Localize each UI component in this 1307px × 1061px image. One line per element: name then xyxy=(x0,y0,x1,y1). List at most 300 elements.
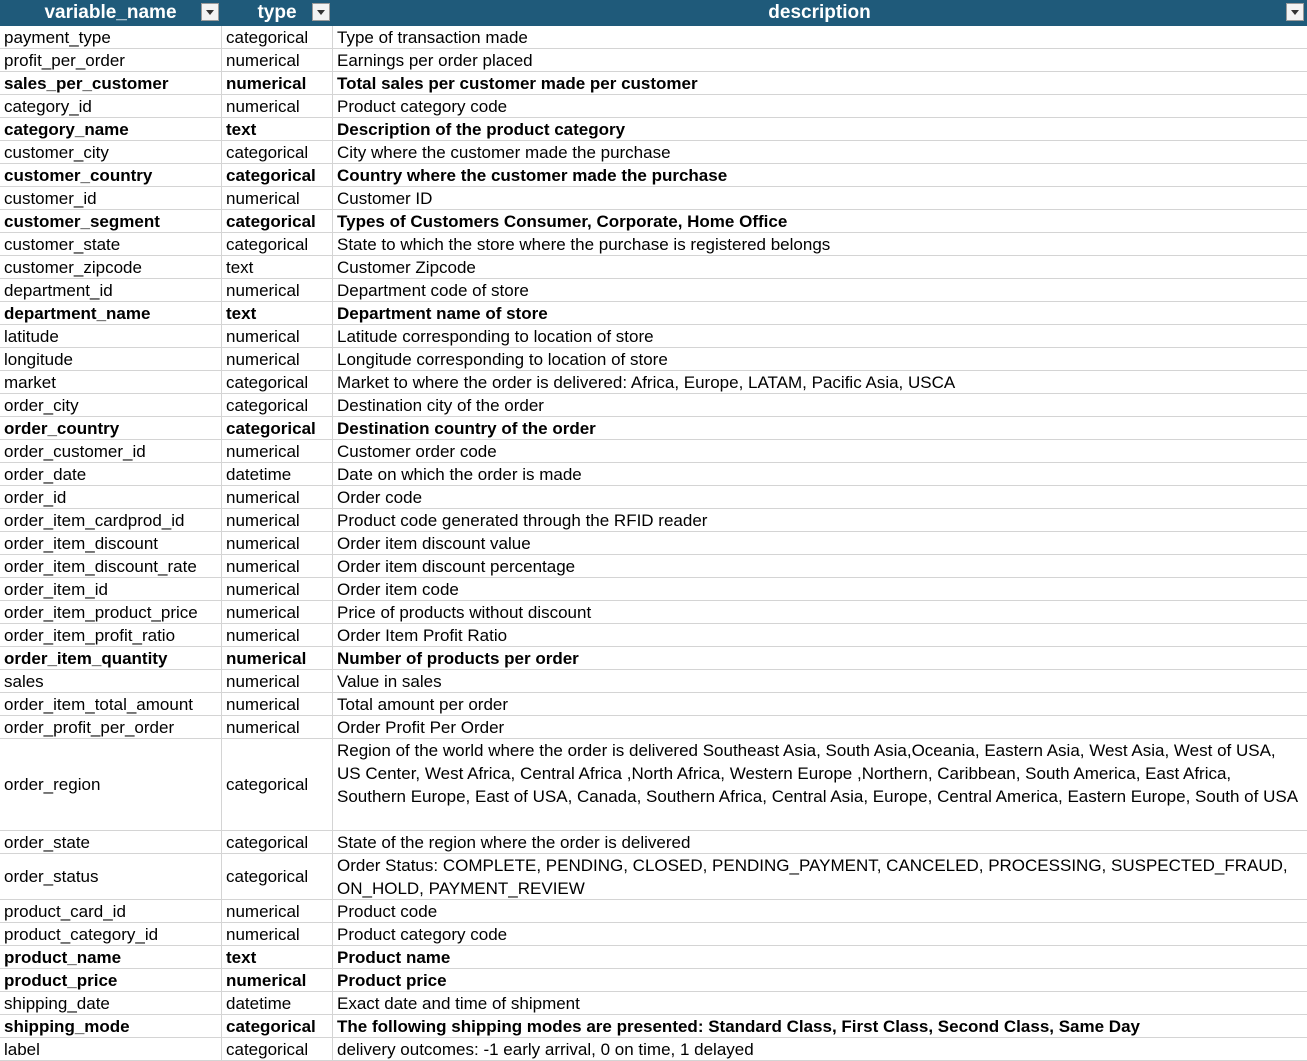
cell-description-text: Total sales per customer made per customer xyxy=(337,73,698,93)
cell-description[interactable] xyxy=(333,739,1307,830)
cell-type-text: numerical xyxy=(226,556,300,576)
cell-variable-name-text: product_price xyxy=(4,970,118,990)
cell-variable-name[interactable] xyxy=(0,670,222,692)
cell-description[interactable] xyxy=(333,325,1307,347)
cell-type[interactable] xyxy=(222,946,333,968)
cell-type-text: numerical xyxy=(226,901,300,921)
table-row xyxy=(0,992,1307,1015)
cell-type-text: categorical xyxy=(226,867,309,886)
cell-variable-name-text: order_status xyxy=(4,867,99,886)
cell-variable-name-text: order_item_profit_ratio xyxy=(4,625,176,645)
cell-description-text: Types of Customers Consumer, Corporate, Home Office xyxy=(337,211,788,231)
cell-variable-name[interactable] xyxy=(0,394,222,416)
cell-description-text: City where the customer made the purchase xyxy=(337,142,671,162)
cell-variable-name-text: order_state xyxy=(4,832,90,852)
cell-variable-name-text: order_country xyxy=(4,418,120,438)
cell-variable-name-text: customer_country xyxy=(4,165,153,185)
table-row xyxy=(0,647,1307,670)
cell-description-text: Date on which the order is made xyxy=(337,464,582,484)
cell-description[interactable] xyxy=(333,394,1307,416)
cell-description-text: Customer Zipcode xyxy=(337,257,476,277)
cell-type[interactable] xyxy=(222,693,333,715)
cell-description[interactable] xyxy=(333,371,1307,393)
table-row xyxy=(0,578,1307,601)
cell-description[interactable] xyxy=(333,670,1307,692)
chevron-down-icon xyxy=(1291,10,1299,15)
cell-type-text: categorical xyxy=(226,1016,316,1036)
cell-variable-name-text: profit_per_order xyxy=(4,50,125,70)
table-row xyxy=(0,256,1307,279)
cell-variable-name-text: category_id xyxy=(4,96,92,116)
cell-type-text: categorical xyxy=(226,27,309,47)
cell-variable-name[interactable] xyxy=(0,26,222,48)
cell-variable-name-text: category_name xyxy=(4,119,129,139)
cell-type[interactable] xyxy=(222,532,333,554)
cell-type[interactable] xyxy=(222,256,333,278)
cell-type-text: datetime xyxy=(226,993,292,1013)
table-row xyxy=(0,923,1307,946)
cell-type-text: categorical xyxy=(226,234,309,254)
cell-description[interactable] xyxy=(333,992,1307,1014)
cell-type[interactable] xyxy=(222,72,333,94)
table-row xyxy=(0,532,1307,555)
cell-variable-name-text: order_date xyxy=(4,464,87,484)
table-row xyxy=(0,900,1307,923)
cell-variable-name-text: order_item_quantity xyxy=(4,648,168,668)
cell-description[interactable] xyxy=(333,233,1307,255)
cell-variable-name[interactable] xyxy=(0,969,222,991)
cell-type-text: numerical xyxy=(226,280,300,300)
cell-description-text: Order Profit Per Order xyxy=(337,717,505,737)
cell-description[interactable] xyxy=(333,72,1307,94)
cell-type[interactable] xyxy=(222,325,333,347)
cell-type[interactable] xyxy=(222,670,333,692)
cell-variable-name[interactable] xyxy=(0,348,222,370)
table-row xyxy=(0,26,1307,49)
cell-description[interactable] xyxy=(333,923,1307,945)
cell-variable-name[interactable] xyxy=(0,831,222,853)
cell-variable-name[interactable] xyxy=(0,923,222,945)
cell-description-text: Value in sales xyxy=(337,671,442,691)
cell-type-text: numerical xyxy=(226,50,300,70)
cell-type-text: categorical xyxy=(226,832,309,852)
cell-variable-name[interactable] xyxy=(0,647,222,669)
cell-type-text: categorical xyxy=(226,142,309,162)
cell-variable-name-text: order_item_product_price xyxy=(4,602,198,622)
cell-variable-name-text: product_card_id xyxy=(4,901,126,921)
cell-type[interactable] xyxy=(222,210,333,232)
cell-description-text: Order item discount value xyxy=(337,533,531,553)
cell-type-text: numerical xyxy=(226,487,300,507)
table-row xyxy=(0,670,1307,693)
cell-variable-name-text: sales_per_customer xyxy=(4,73,169,93)
cell-type[interactable] xyxy=(222,900,333,922)
cell-type[interactable] xyxy=(222,601,333,623)
table-row xyxy=(0,693,1307,716)
table-row xyxy=(0,624,1307,647)
cell-type[interactable] xyxy=(222,141,333,163)
cell-type-text: numerical xyxy=(226,96,300,116)
cell-variable-name-text: order_item_id xyxy=(4,579,108,599)
cell-variable-name[interactable] xyxy=(0,141,222,163)
cell-variable-name[interactable] xyxy=(0,739,222,830)
table-row xyxy=(0,210,1307,233)
cell-type[interactable] xyxy=(222,164,333,186)
table-row xyxy=(0,302,1307,325)
cell-description[interactable] xyxy=(333,486,1307,508)
table-row xyxy=(0,72,1307,95)
cell-type-text: categorical xyxy=(226,418,316,438)
chevron-down-icon xyxy=(317,10,325,15)
cell-type-text: numerical xyxy=(226,533,300,553)
cell-type[interactable] xyxy=(222,348,333,370)
cell-description-text: Product code generated through the RFID reader xyxy=(337,510,708,530)
cell-description[interactable] xyxy=(333,348,1307,370)
table-row xyxy=(0,601,1307,624)
cell-variable-name-text: shipping_date xyxy=(4,993,110,1013)
table-row xyxy=(0,348,1307,371)
cell-description-text: Price of products without discount xyxy=(337,602,592,622)
cell-description-text: Order Status: COMPLETE, PENDING, CLOSED, PENDING_PAYMENT, CANCELED, PROCESSING, SUSPECTED_FRAUD, ON_HOLD, PAYMENT_REVIEW xyxy=(337,856,1288,898)
cell-variable-name-text: order_item_cardprod_id xyxy=(4,510,185,530)
cell-type-text: categorical xyxy=(226,211,316,231)
cell-description-text: Exact date and time of shipment xyxy=(337,993,580,1013)
cell-variable-name[interactable] xyxy=(0,233,222,255)
cell-description[interactable] xyxy=(333,946,1307,968)
cell-type-text: text xyxy=(226,947,257,967)
cell-variable-name-text: order_customer_id xyxy=(4,441,146,461)
column-header-description[interactable] xyxy=(333,0,1307,25)
cell-type[interactable] xyxy=(222,49,333,71)
cell-type[interactable] xyxy=(222,371,333,393)
cell-description[interactable] xyxy=(333,164,1307,186)
cell-description-text: State to which the store where the purchase is registered belongs xyxy=(337,234,831,254)
cell-type-text: text xyxy=(226,119,257,139)
cell-type[interactable] xyxy=(222,279,333,301)
cell-description[interactable] xyxy=(333,578,1307,600)
cell-description-text: Department code of store xyxy=(337,280,529,300)
table-row xyxy=(0,854,1307,900)
cell-variable-name-text: order_item_total_amount xyxy=(4,694,194,714)
cell-variable-name-text: longitude xyxy=(4,349,74,369)
cell-variable-name[interactable] xyxy=(0,693,222,715)
cell-variable-name-text: department_name xyxy=(4,303,151,323)
cell-type[interactable] xyxy=(222,555,333,577)
cell-type[interactable] xyxy=(222,394,333,416)
cell-type[interactable] xyxy=(222,578,333,600)
cell-variable-name-text: order_item_discount xyxy=(4,533,159,553)
cell-type-text: numerical xyxy=(226,602,300,622)
table-row xyxy=(0,1015,1307,1038)
table-row xyxy=(0,555,1307,578)
cell-type-text: numerical xyxy=(226,441,300,461)
cell-description-text: Description of the product category xyxy=(337,119,626,139)
table-row xyxy=(0,164,1307,187)
cell-type-text: categorical xyxy=(226,775,309,794)
cell-description-text: Destination city of the order xyxy=(337,395,544,415)
cell-type-text: numerical xyxy=(226,648,307,668)
cell-description-text: Product name xyxy=(337,947,451,967)
cell-variable-name[interactable] xyxy=(0,164,222,186)
column-header-label: variable_name xyxy=(44,1,177,23)
table-body xyxy=(0,26,1307,1061)
cell-description-text: Country where the customer made the purchase xyxy=(337,165,728,185)
cell-type[interactable] xyxy=(222,739,333,830)
cell-variable-name-text: label xyxy=(4,1039,40,1059)
cell-type[interactable] xyxy=(222,716,333,738)
cell-description-text: Product code xyxy=(337,901,438,921)
cell-variable-name-text: customer_zipcode xyxy=(4,257,142,277)
cell-description[interactable] xyxy=(333,210,1307,232)
cell-description[interactable] xyxy=(333,969,1307,991)
cell-description[interactable] xyxy=(333,624,1307,646)
cell-type[interactable] xyxy=(222,923,333,945)
cell-variable-name-text: customer_segment xyxy=(4,211,160,231)
cell-type-text: numerical xyxy=(226,970,307,990)
cell-description-text: Earnings per order placed xyxy=(337,50,533,70)
cell-variable-name-text: order_id xyxy=(4,487,67,507)
cell-type-text: numerical xyxy=(226,717,300,737)
cell-description-text: Longitude corresponding to location of store xyxy=(337,349,668,369)
cell-type[interactable] xyxy=(222,118,333,140)
cell-description[interactable] xyxy=(333,26,1307,48)
cell-type[interactable] xyxy=(222,992,333,1014)
cell-description[interactable] xyxy=(333,555,1307,577)
cell-description[interactable] xyxy=(333,601,1307,623)
cell-description-text: The following shipping modes are presented: Standard Class, First Class, Second Class, Same Day xyxy=(337,1016,1140,1036)
cell-description-text: Market to where the order is delivered: Africa, Europe, LATAM, Pacific Asia, USCA xyxy=(337,372,956,392)
table-row xyxy=(0,969,1307,992)
cell-description[interactable] xyxy=(333,256,1307,278)
cell-variable-name-text: latitude xyxy=(4,326,59,346)
cell-variable-name[interactable] xyxy=(0,95,222,117)
chevron-down-icon xyxy=(206,10,214,15)
cell-variable-name[interactable] xyxy=(0,49,222,71)
cell-description-text: Order Item Profit Ratio xyxy=(337,625,508,645)
table-row xyxy=(0,946,1307,969)
cell-type[interactable] xyxy=(222,647,333,669)
cell-type[interactable] xyxy=(222,463,333,485)
table-row xyxy=(0,831,1307,854)
column-header-label: type xyxy=(257,1,297,23)
cell-description-text: Region of the world where the order is delivered Southeast Asia, South Asia,Oceania, Eastern Asia, West Asia, West of USA, US Center, West Africa, Central Africa ,North Africa, Western Europe ,Northern, Caribbean, South America, East Africa, Southern Europe, East of USA, Canada, Southern Africa, Central Asia, Europe, Central America, Eastern Europe, South of USA xyxy=(337,741,1299,806)
cell-variable-name[interactable] xyxy=(0,1038,222,1060)
cell-type-text: categorical xyxy=(226,165,316,185)
cell-variable-name-text: shipping_mode xyxy=(4,1016,130,1036)
cell-description-text: Number of products per order xyxy=(337,648,579,668)
cell-variable-name-text: market xyxy=(4,372,56,392)
cell-variable-name[interactable] xyxy=(0,854,222,899)
cell-type-text: categorical xyxy=(226,395,309,415)
cell-type[interactable] xyxy=(222,417,333,439)
table-row xyxy=(0,187,1307,210)
cell-variable-name-text: order_profit_per_order xyxy=(4,717,175,737)
filter-dropdown-button[interactable] xyxy=(201,3,219,21)
cell-variable-name[interactable] xyxy=(0,1015,222,1037)
cell-variable-name[interactable] xyxy=(0,900,222,922)
cell-description[interactable] xyxy=(333,831,1307,853)
cell-variable-name[interactable] xyxy=(0,118,222,140)
cell-type[interactable] xyxy=(222,95,333,117)
cell-type-text: numerical xyxy=(226,579,300,599)
cell-variable-name[interactable] xyxy=(0,440,222,462)
cell-description[interactable] xyxy=(333,1015,1307,1037)
cell-variable-name-text: product_category_id xyxy=(4,924,159,944)
cell-variable-name[interactable] xyxy=(0,371,222,393)
cell-variable-name-text: payment_type xyxy=(4,27,111,47)
cell-description-text: Order item code xyxy=(337,579,459,599)
cell-description[interactable] xyxy=(333,279,1307,301)
cell-description[interactable] xyxy=(333,693,1307,715)
cell-description[interactable] xyxy=(333,440,1307,462)
cell-description-text: Customer order code xyxy=(337,441,497,461)
cell-description-text: Type of transaction made xyxy=(337,27,528,47)
cell-description[interactable] xyxy=(333,1038,1307,1060)
cell-type-text: categorical xyxy=(226,1039,309,1059)
cell-description-text: Department name of store xyxy=(337,303,548,323)
cell-type[interactable] xyxy=(222,969,333,991)
cell-type[interactable] xyxy=(222,854,333,899)
cell-type-text: text xyxy=(226,257,254,277)
cell-variable-name-text: order_region xyxy=(4,775,101,794)
cell-type-text: numerical xyxy=(226,625,300,645)
cell-variable-name[interactable] xyxy=(0,279,222,301)
cell-description[interactable] xyxy=(333,900,1307,922)
cell-description[interactable] xyxy=(333,141,1307,163)
cell-description[interactable] xyxy=(333,49,1307,71)
cell-type-text: numerical xyxy=(226,188,300,208)
cell-variable-name-text: department_id xyxy=(4,280,113,300)
cell-variable-name[interactable] xyxy=(0,210,222,232)
cell-type-text: numerical xyxy=(226,510,300,530)
cell-variable-name[interactable] xyxy=(0,555,222,577)
table-row xyxy=(0,440,1307,463)
cell-description[interactable] xyxy=(333,187,1307,209)
column-header-label: description xyxy=(768,1,871,23)
cell-type-text: numerical xyxy=(226,694,300,714)
table-row xyxy=(0,49,1307,72)
cell-type[interactable] xyxy=(222,509,333,531)
table-row xyxy=(0,417,1307,440)
cell-description[interactable] xyxy=(333,716,1307,738)
table-row xyxy=(0,463,1307,486)
cell-type[interactable] xyxy=(222,1038,333,1060)
cell-description-text: Latitude corresponding to location of store xyxy=(337,326,654,346)
cell-variable-name[interactable] xyxy=(0,601,222,623)
cell-type[interactable] xyxy=(222,1015,333,1037)
header-row xyxy=(0,0,1307,26)
cell-type[interactable] xyxy=(222,26,333,48)
cell-description[interactable] xyxy=(333,509,1307,531)
cell-variable-name[interactable] xyxy=(0,509,222,531)
cell-variable-name[interactable] xyxy=(0,302,222,324)
table-row xyxy=(0,279,1307,302)
cell-description[interactable] xyxy=(333,647,1307,669)
cell-description-text: Customer ID xyxy=(337,188,433,208)
cell-description[interactable] xyxy=(333,95,1307,117)
cell-description[interactable] xyxy=(333,118,1307,140)
cell-variable-name[interactable] xyxy=(0,946,222,968)
table-row xyxy=(0,716,1307,739)
cell-variable-name-text: order_item_discount_rate xyxy=(4,556,197,576)
cell-description-text: Product category code xyxy=(337,924,508,944)
cell-description-text: Product category code xyxy=(337,96,508,116)
cell-description-text: Total amount per order xyxy=(337,694,509,714)
cell-description-text: Order code xyxy=(337,487,423,507)
cell-variable-name-text: product_name xyxy=(4,947,122,967)
table-row xyxy=(0,739,1307,831)
cell-type[interactable] xyxy=(222,440,333,462)
cell-variable-name[interactable] xyxy=(0,325,222,347)
cell-type-text: numerical xyxy=(226,924,300,944)
table-row xyxy=(0,1038,1307,1061)
table-row xyxy=(0,371,1307,394)
table-row xyxy=(0,95,1307,118)
cell-description[interactable] xyxy=(333,854,1307,899)
cell-variable-name-text: customer_city xyxy=(4,142,109,162)
cell-variable-name[interactable] xyxy=(0,256,222,278)
cell-variable-name-text: order_city xyxy=(4,395,79,415)
cell-variable-name[interactable] xyxy=(0,417,222,439)
cell-description-text: Destination country of the order xyxy=(337,418,596,438)
cell-variable-name[interactable] xyxy=(0,624,222,646)
cell-description[interactable] xyxy=(333,302,1307,324)
filter-dropdown-button[interactable] xyxy=(312,3,330,21)
cell-type-text: numerical xyxy=(226,671,300,691)
cell-variable-name-text: sales xyxy=(4,671,44,691)
cell-description-text: Product price xyxy=(337,970,447,990)
cell-type[interactable] xyxy=(222,486,333,508)
cell-type-text: text xyxy=(226,303,257,323)
column-header-type[interactable] xyxy=(222,0,333,25)
cell-description[interactable] xyxy=(333,532,1307,554)
cell-variable-name[interactable] xyxy=(0,532,222,554)
cell-variable-name[interactable] xyxy=(0,187,222,209)
cell-variable-name-text: customer_state xyxy=(4,234,121,254)
cell-type-text: categorical xyxy=(226,372,309,392)
table-row xyxy=(0,486,1307,509)
cell-type-text: datetime xyxy=(226,464,292,484)
table-row xyxy=(0,141,1307,164)
cell-type[interactable] xyxy=(222,302,333,324)
column-header-variable-name[interactable] xyxy=(0,0,222,25)
cell-variable-name[interactable] xyxy=(0,72,222,94)
cell-type[interactable] xyxy=(222,233,333,255)
cell-type[interactable] xyxy=(222,831,333,853)
cell-description-text: State of the region where the order is delivered xyxy=(337,832,691,852)
cell-type[interactable] xyxy=(222,624,333,646)
cell-type[interactable] xyxy=(222,187,333,209)
cell-description[interactable] xyxy=(333,417,1307,439)
cell-type-text: numerical xyxy=(226,73,307,93)
cell-type-text: numerical xyxy=(226,349,300,369)
cell-type-text: numerical xyxy=(226,326,300,346)
table-row xyxy=(0,394,1307,417)
cell-variable-name[interactable] xyxy=(0,992,222,1014)
filter-dropdown-button[interactable] xyxy=(1286,3,1304,21)
cell-variable-name-text: customer_id xyxy=(4,188,97,208)
table-row xyxy=(0,509,1307,532)
table-row xyxy=(0,325,1307,348)
cell-description[interactable] xyxy=(333,463,1307,485)
cell-variable-name[interactable] xyxy=(0,716,222,738)
cell-description-text: delivery outcomes: -1 early arrival, 0 on time, 1 delayed xyxy=(337,1039,754,1059)
cell-variable-name[interactable] xyxy=(0,463,222,485)
table-row xyxy=(0,233,1307,256)
cell-variable-name[interactable] xyxy=(0,578,222,600)
table-row xyxy=(0,118,1307,141)
cell-variable-name[interactable] xyxy=(0,486,222,508)
